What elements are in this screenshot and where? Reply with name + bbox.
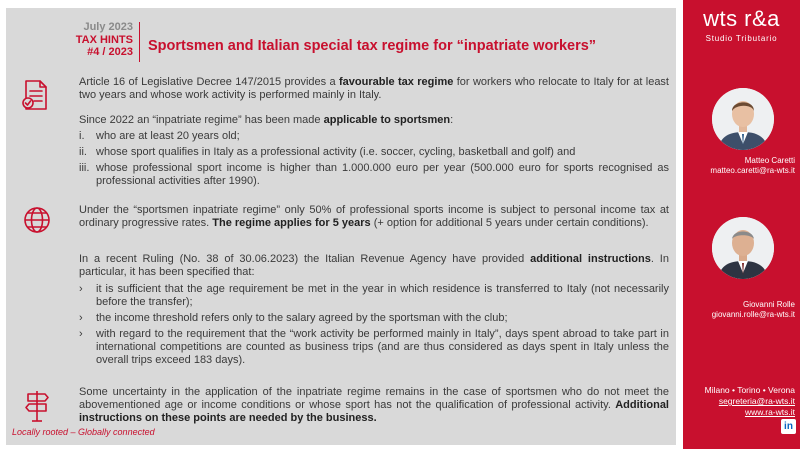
conclusion-text: Some uncertainty in the application of the inpatriate regime remains in the case of sportsmen who do not meet the abovementioned age or income conditions or whose sport has not the qualification of professional activity. — [79, 386, 669, 411]
avatar — [712, 88, 774, 150]
logo-subtitle: Studio Tributario — [705, 34, 778, 43]
list-item — [79, 130, 669, 143]
ruling-text-end: . In particular, it has been specified that: — [79, 253, 669, 278]
list-marker: ii. — [79, 146, 87, 158]
tagline: Locally rooted – Globally connected — [12, 427, 155, 437]
issue-number: #4 / 2023 — [87, 46, 133, 58]
list-item-text: who are at least 20 years old; — [96, 130, 240, 142]
regime-text: Under the “sportsmen inpatriate regime” only 50% of professional sports income is subject to personal income tax at ordinary progressive rates. — [79, 204, 669, 229]
list-item — [79, 328, 669, 367]
conclusion-highlight: Additional instructions on these points are needed by the business. — [79, 399, 669, 424]
list-item-text: with regard to the requirement that the “work activity be performed mainly in Italy”, days spent abroad to take part in international competitions are counted as business trips (and are thus considered as days spent in Italy unless the overall trips exceed 183 days). — [96, 328, 669, 366]
contact-email[interactable]: matteo.caretti@ra-wts.it — [710, 166, 795, 175]
sidebar — [683, 0, 800, 449]
header-divider — [139, 22, 140, 62]
logo: wts r&a — [703, 6, 780, 31]
ruling-text: In a recent Ruling (No. 38 of 30.06.2023) the Italian Revenue Agency have provided — [79, 253, 531, 265]
globe-icon — [22, 205, 52, 240]
conditions-list — [79, 130, 669, 191]
list-marker: › — [79, 312, 83, 324]
ruling-highlight: additional instructions — [530, 253, 651, 265]
signpost-icon — [23, 389, 51, 428]
list-marker: › — [79, 283, 83, 295]
intro-text: Article 16 of Legislative Decree 147/2015 provides a — [79, 76, 339, 88]
since-colon: : — [450, 114, 454, 126]
website-link[interactable]: www.ra-wts.it — [744, 407, 795, 417]
instructions-list — [79, 283, 669, 370]
since-highlight: applicable to sportsmen — [323, 114, 451, 126]
contact-name: Matteo Caretti — [744, 156, 795, 165]
regime-text-end: (+ option for additional 5 years under certain conditions). — [370, 217, 649, 229]
list-item-text: whose sport qualifies in Italy as a professional activity (i.e. soccer, cycling, basketball and golf) and — [96, 146, 576, 158]
since-paragraph — [79, 114, 669, 127]
issue-block — [56, 21, 133, 59]
content-panel — [6, 8, 676, 445]
list-item-text: whose professional sport income is higher than 1.000.000 euro per year (500.000 euro for sports recognised as professional activities after 1990). — [96, 162, 669, 187]
list-item — [79, 162, 669, 188]
avatar — [712, 217, 774, 279]
regime-highlight: The regime applies for 5 years — [212, 217, 371, 229]
office-locations: Milano • Torino • Verona — [704, 385, 795, 395]
linkedin-icon[interactable]: in — [781, 419, 796, 434]
conclusion-paragraph — [79, 386, 669, 425]
intro-highlight: favourable tax regime — [339, 76, 454, 88]
list-marker: i. — [79, 130, 85, 142]
intro-paragraph — [79, 76, 669, 102]
contact-email[interactable]: giovanni.rolle@ra-wts.it — [711, 310, 795, 319]
list-marker: iii. — [79, 162, 90, 174]
issue-date: July 2023 — [83, 21, 133, 33]
series-label: TAX HINTS — [75, 33, 133, 46]
email-link[interactable]: segreteria@ra-wts.it — [718, 396, 795, 406]
list-item-text: it is sufficient that the age requirement be met in the year in which residence is transferred to Italy (not necessarily before the transfer); — [96, 283, 669, 308]
page-title: Sportsmen and Italian special tax regime for “inpatriate workers” — [148, 38, 597, 54]
checklist-icon — [20, 78, 50, 117]
intro-text-end: for workers who relocate to Italy for at least two years and whose work activity is performed mainly in Italy. — [79, 76, 669, 101]
ruling-paragraph — [79, 253, 669, 279]
list-item — [79, 312, 669, 325]
list-item — [79, 283, 669, 309]
list-item — [79, 146, 669, 159]
contact-name: Giovanni Rolle — [742, 300, 795, 309]
since-text: Since 2022 an “inpatriate regime” has been made — [79, 114, 324, 126]
regime-paragraph — [79, 204, 669, 230]
list-marker: › — [79, 328, 83, 340]
list-item-text: the income threshold refers only to the salary agreed by the sportsman with the club; — [96, 312, 508, 324]
